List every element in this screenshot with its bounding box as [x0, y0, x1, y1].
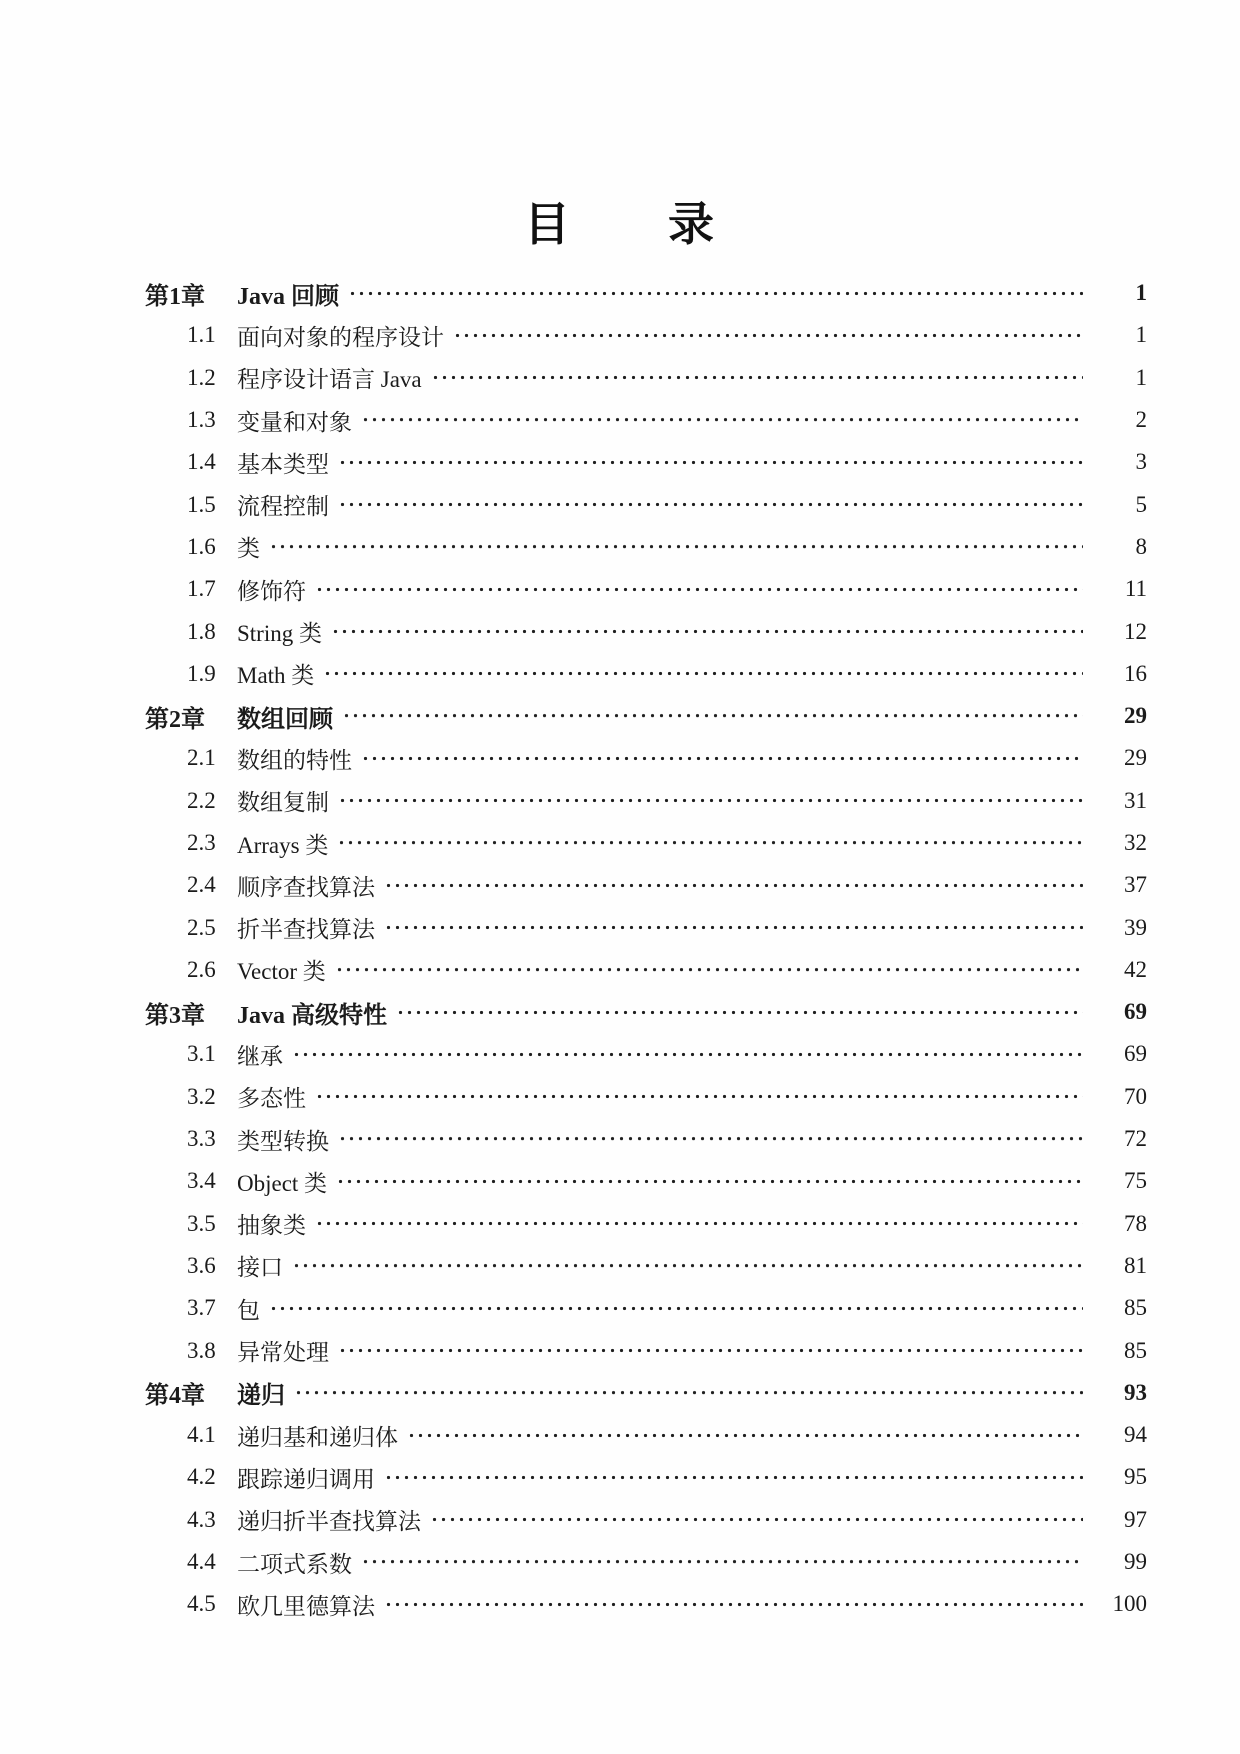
entry-number: 2.2 — [187, 787, 216, 813]
toc-entry — [145, 653, 1147, 695]
toc-entry — [145, 1203, 1147, 1245]
toc-entry — [145, 1329, 1147, 1371]
entry-page: 72 — [1124, 1126, 1147, 1152]
entry-page: 69 — [1124, 1041, 1147, 1067]
entry-title: 变量和对象 — [237, 409, 352, 435]
entry-title: 包 — [237, 1297, 260, 1323]
entry-title: 基本类型 — [237, 451, 329, 477]
entry-number: 3.5 — [187, 1210, 216, 1236]
entry-number: 1.1 — [187, 322, 216, 348]
entry-title: 类型转换 — [237, 1128, 329, 1154]
entry-page: 8 — [1135, 533, 1147, 559]
dot-leader — [338, 1126, 1083, 1151]
dot-leader — [292, 1253, 1083, 1278]
toc-entry — [145, 1033, 1147, 1075]
toc-entry — [145, 357, 1147, 399]
entry-page: 39 — [1124, 914, 1147, 940]
dot-leader — [361, 746, 1083, 771]
entry-page: 94 — [1124, 1422, 1147, 1448]
entry-page: 32 — [1124, 830, 1147, 855]
toc-entry — [145, 737, 1147, 779]
entry-page: 95 — [1124, 1464, 1147, 1490]
entry-title: Java 高级特性 — [237, 1002, 387, 1029]
entry-number: 3.3 — [187, 1126, 216, 1152]
entry-number: 第4章 — [145, 1383, 205, 1410]
dot-leader — [342, 703, 1083, 728]
toc-entry — [145, 949, 1147, 991]
entry-page: 85 — [1124, 1337, 1147, 1363]
entry-title: 继承 — [237, 1043, 283, 1069]
entry-page: 3 — [1135, 449, 1147, 475]
entry-page: 93 — [1124, 1379, 1147, 1405]
entry-page: 5 — [1135, 491, 1147, 517]
toc-entry — [145, 1456, 1147, 1498]
dot-leader — [384, 873, 1083, 898]
entry-page: 12 — [1124, 618, 1147, 644]
dot-leader — [338, 492, 1083, 517]
entry-page: 100 — [1112, 1591, 1147, 1617]
entry-page: 69 — [1124, 999, 1147, 1025]
dot-leader — [431, 365, 1083, 390]
entry-title: 折半查找算法 — [237, 917, 375, 943]
toc-entry — [145, 272, 1147, 314]
toc-entry — [145, 1372, 1147, 1414]
toc-entry — [145, 864, 1147, 906]
entry-title: Math 类 — [237, 663, 315, 689]
entry-title: 递归基和递归体 — [237, 1424, 398, 1450]
entry-number: 3.8 — [187, 1337, 216, 1363]
toc-entry — [145, 1414, 1147, 1456]
entry-title: 多态性 — [237, 1086, 306, 1112]
dot-leader — [338, 1338, 1083, 1363]
dot-leader — [315, 1084, 1083, 1109]
dot-leader — [269, 1296, 1083, 1321]
dot-leader — [315, 577, 1083, 602]
dot-leader — [453, 323, 1083, 348]
toc-entry — [145, 780, 1147, 822]
entry-title: 面向对象的程序设计 — [237, 324, 444, 350]
toc-entry — [145, 399, 1147, 441]
entry-number: 3.2 — [187, 1083, 216, 1109]
entry-number: 第3章 — [145, 1002, 205, 1029]
dot-leader — [361, 407, 1083, 432]
entry-title: 流程控制 — [237, 494, 329, 520]
entry-title: 跟踪递归调用 — [237, 1466, 375, 1492]
entry-page: 78 — [1124, 1210, 1147, 1236]
entry-title: 修饰符 — [237, 578, 306, 604]
toc-entry — [145, 1499, 1147, 1541]
dot-leader — [336, 1169, 1083, 1194]
dot-leader — [269, 534, 1083, 559]
dot-leader — [331, 619, 1083, 644]
entry-page: 75 — [1124, 1168, 1147, 1194]
toc-entry — [145, 1118, 1147, 1160]
toc-entry — [145, 1245, 1147, 1287]
dot-leader — [338, 788, 1083, 813]
entry-title: 数组复制 — [237, 790, 329, 816]
entry-number: 2.4 — [187, 872, 216, 898]
entry-number: 1.8 — [187, 618, 216, 644]
toc-entry — [145, 822, 1147, 864]
entry-page: 97 — [1124, 1506, 1147, 1532]
entry-title: String 类 — [237, 621, 322, 647]
toc-entry — [145, 610, 1147, 652]
entry-title: Vector 类 — [237, 959, 326, 985]
entry-page: 81 — [1124, 1252, 1147, 1278]
dot-leader — [430, 1507, 1083, 1532]
toc-entry — [145, 1541, 1147, 1583]
entry-number: 1.5 — [187, 491, 216, 517]
toc-entry — [145, 1160, 1147, 1202]
entry-title: Arrays 类 — [237, 832, 329, 858]
entry-title: Java 回顾 — [237, 283, 339, 310]
entry-number: 1.2 — [187, 364, 216, 390]
entry-number: 4.1 — [187, 1422, 216, 1448]
toc-entry — [145, 441, 1147, 483]
dot-leader — [335, 957, 1083, 982]
entry-title: 递归折半查找算法 — [237, 1509, 421, 1535]
entry-number: 3.6 — [187, 1252, 216, 1278]
dot-leader — [407, 1423, 1083, 1448]
toc-entry — [145, 695, 1147, 737]
entry-title: 顺序查找算法 — [237, 874, 375, 900]
toc-entry — [145, 526, 1147, 568]
toc-entry — [145, 568, 1147, 610]
entry-page: 37 — [1124, 872, 1147, 898]
entry-title: 抽象类 — [237, 1213, 306, 1239]
entry-page: 29 — [1124, 745, 1147, 771]
entry-number: 2.3 — [187, 830, 216, 855]
toc-entry — [145, 314, 1147, 356]
entry-page: 42 — [1124, 956, 1147, 982]
entry-title: 接口 — [237, 1255, 283, 1281]
entry-page: 11 — [1124, 576, 1147, 602]
dot-leader — [292, 1042, 1083, 1067]
dot-leader — [337, 830, 1083, 855]
entry-number: 4.3 — [187, 1506, 216, 1532]
entry-title: 程序设计语言 Java — [237, 367, 422, 393]
toc-entry — [145, 1076, 1147, 1118]
dot-leader — [323, 661, 1083, 686]
entry-title: 二项式系数 — [237, 1551, 352, 1577]
entry-number: 1.7 — [187, 576, 216, 602]
toc-entry — [145, 1583, 1147, 1625]
dot-leader — [315, 1211, 1083, 1236]
entry-number: 2.5 — [187, 914, 216, 940]
entry-page: 29 — [1124, 703, 1147, 729]
entry-page: 1 — [1135, 280, 1147, 306]
entry-title: 异常处理 — [237, 1340, 329, 1366]
entry-number: 2.1 — [187, 745, 216, 771]
entry-title: Object 类 — [237, 1170, 328, 1196]
entry-page: 85 — [1124, 1295, 1147, 1321]
entry-page: 1 — [1135, 322, 1147, 348]
dot-leader — [384, 1465, 1083, 1490]
entry-number: 4.4 — [187, 1549, 216, 1575]
entry-number: 1.3 — [187, 407, 216, 433]
entry-page: 70 — [1124, 1083, 1147, 1109]
dot-leader — [348, 281, 1083, 306]
entry-title: 欧几里德算法 — [237, 1593, 375, 1619]
entry-title: 递归 — [237, 1383, 285, 1410]
entry-title: 类 — [237, 536, 260, 562]
entry-number: 4.2 — [187, 1464, 216, 1490]
entry-number: 2.6 — [187, 956, 216, 982]
entry-page: 99 — [1124, 1549, 1147, 1575]
page-title: 目 录 — [524, 199, 716, 250]
entry-page: 2 — [1135, 407, 1147, 433]
dot-leader — [361, 1549, 1083, 1574]
entry-page: 1 — [1135, 364, 1147, 390]
dot-leader — [338, 450, 1083, 475]
entry-number: 3.1 — [187, 1041, 216, 1067]
dot-leader — [384, 915, 1083, 940]
entry-number: 第1章 — [145, 283, 205, 310]
entry-page: 16 — [1124, 660, 1147, 686]
entry-number: 3.7 — [187, 1295, 216, 1321]
entry-page: 31 — [1124, 787, 1147, 813]
entry-number: 1.4 — [187, 449, 216, 475]
entry-number: 1.9 — [187, 660, 216, 686]
dot-leader — [396, 1000, 1083, 1025]
entry-title: 数组的特性 — [237, 747, 352, 773]
entry-number: 3.4 — [187, 1168, 216, 1194]
dot-leader — [294, 1380, 1083, 1405]
toc-entry — [145, 906, 1147, 948]
entry-number: 第2章 — [145, 706, 205, 733]
toc-entry — [145, 483, 1147, 525]
entry-title: 数组回顾 — [237, 706, 333, 733]
toc-list — [145, 272, 1147, 1626]
toc-entry — [145, 991, 1147, 1033]
entry-number: 4.5 — [187, 1591, 216, 1617]
entry-number: 1.6 — [187, 533, 216, 559]
toc-entry — [145, 1287, 1147, 1329]
dot-leader — [384, 1592, 1083, 1617]
